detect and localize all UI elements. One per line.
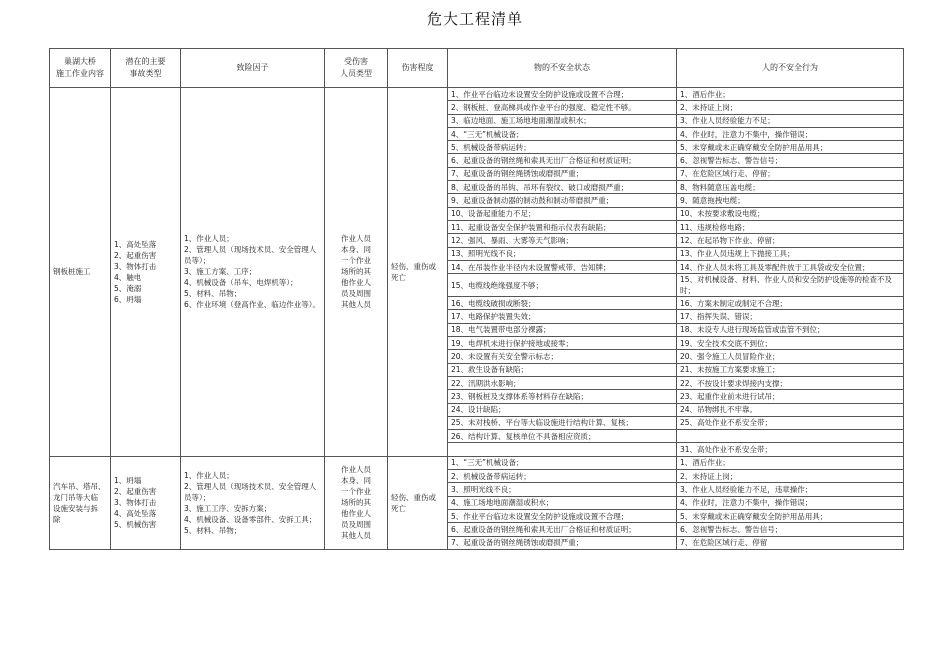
- unsafe-condition-item: 2、钢板桩、登高梯具或作业平台的强度、稳定性不够。: [448, 101, 677, 114]
- unsafe-behavior-item: 6、忽视警告标志、警告信号；: [677, 523, 904, 536]
- unsafe-behavior-item: 7、在危险区域行走、停留；: [677, 167, 904, 180]
- unsafe-condition-item: 6、起重设备的钢丝绳和索具无出厂合格证和材质证明；: [448, 523, 677, 536]
- injured-persons-cell: 作业人员 本身、同 一个作业 场所的其 他作业人 员及周围 其他人员: [325, 456, 388, 549]
- unsafe-behavior-item: 22、不按设计要求焊接内支撑；: [677, 376, 904, 389]
- severity-cell: 轻伤、重伤或 死亡: [388, 456, 448, 549]
- unsafe-behavior-item: 31、高处作业不系安全带；: [677, 443, 904, 456]
- unsafe-condition-item: 12、强风、暴雨、大雾等天气影响；: [448, 234, 677, 247]
- unsafe-behavior-item: 6、忽视警告标志、警告信号；: [677, 154, 904, 167]
- unsafe-condition-item: 9、起重设备制动器的制动鼓和制动带磨损严重；: [448, 194, 677, 207]
- unsafe-behavior-item: 14、作业人员未将工具及零配件放于工具袋或安全位置；: [677, 260, 904, 273]
- unsafe-condition-item: 13、照明光线不良；: [448, 247, 677, 260]
- unsafe-condition-item: 1、作业平台临边未设置安全防护设施或设置不合理；: [448, 88, 677, 101]
- unsafe-behavior-item: 19、安全技术交底不到位；: [677, 337, 904, 350]
- unsafe-condition-item: 11、起重设备安全保护装置和指示仪表有缺陷；: [448, 220, 677, 233]
- unsafe-condition-item: 20、未设置有关安全警示标志；: [448, 350, 677, 363]
- header-injured-persons: 受伤害 人员类型: [325, 49, 388, 88]
- unsafe-behavior-item: 23、起重作业前未进行试吊；: [677, 390, 904, 403]
- unsafe-behavior-item: 4、作业时，注意力不集中，操作错误；: [677, 127, 904, 140]
- work-content-cell: 钢板桩施工: [50, 88, 111, 457]
- table-header-row: [50, 49, 904, 88]
- unsafe-behavior-item: 8、物料随意压盖电缆；: [677, 181, 904, 194]
- unsafe-behavior-item: 12、在起吊物下作业、停留；: [677, 234, 904, 247]
- document-title: 危大工程清单: [426, 10, 523, 28]
- accident-type-cell: 1、坍塌 2、起重伤害 3、物体打击 4、高处坠落 5、机械伤害: [111, 456, 181, 549]
- unsafe-behavior-item: 5、未穿戴或未正确穿戴安全防护用品用具；: [677, 509, 904, 522]
- accident-type-cell: 1、高处坠落 2、起重伤害 3、物体打击 4、触电 5、淹溺 6、坍塌: [111, 88, 181, 457]
- unsafe-condition-item: 4、施工场地地面潮湿或积水；: [448, 496, 677, 509]
- unsafe-behavior-item: 2、未持证上岗；: [677, 101, 904, 114]
- injured-persons-cell: 作业人员 本身、同 一个作业 场所的其 他作业人 员及周围 其他人员: [325, 88, 388, 457]
- header-unsafe-conditions: 物的不安全状态: [448, 49, 677, 88]
- table-row: [50, 456, 904, 469]
- unsafe-condition-item: 26、结构计算、复核单位不具备相应资质；: [448, 430, 677, 443]
- unsafe-behavior-item: 10、未按要求敷设电缆；: [677, 207, 904, 220]
- unsafe-behavior-item: 11、违规检修电路；: [677, 220, 904, 233]
- unsafe-condition-item: 24、设计缺陷；: [448, 403, 677, 416]
- unsafe-condition-item: 15、电缆线绝缘强度不够；: [448, 274, 677, 297]
- unsafe-condition-item: 7、起重设备的钢丝绳锈蚀或磨损严重；: [448, 167, 677, 180]
- unsafe-behavior-item: 3、作业人员经验能力不足；: [677, 114, 904, 127]
- unsafe-condition-item: 5、作业平台临边未设置安全防护设施或设置不合理；: [448, 509, 677, 522]
- work-content-cell: 汽车吊、塔吊、 龙门吊等大临 设施安装与拆 除: [50, 456, 111, 549]
- unsafe-behavior-item: 3、作业人员经验能力不足，违章操作；: [677, 483, 904, 496]
- unsafe-behavior-item: 9、随意拖拽电缆；: [677, 194, 904, 207]
- unsafe-condition-item: 3、照明光线不良；: [448, 483, 677, 496]
- unsafe-behavior-item: 7、在危险区域行走、停留: [677, 536, 904, 549]
- header-accident-type: 潜在的主要 事故类型: [111, 49, 181, 88]
- header-severity: 伤害程度: [388, 49, 448, 88]
- unsafe-condition-item: 23、钢板桩及支撑体系等材料存在缺陷；: [448, 390, 677, 403]
- unsafe-behavior-item: 17、指挥失误、错误；: [677, 310, 904, 323]
- header-risk-factors: 致险因子: [181, 49, 325, 88]
- unsafe-behavior-item: 18、未设专人进行现场监管或监管不到位；: [677, 323, 904, 336]
- unsafe-behavior-item: 21、未按施工方案要求施工；: [677, 363, 904, 376]
- unsafe-condition-item: 22、汛期洪水影响；: [448, 376, 677, 389]
- unsafe-behavior-item: [677, 430, 904, 443]
- unsafe-behavior-item: 1、酒后作业；: [677, 88, 904, 101]
- header-work-content: 巢湖大桥 施工作业内容: [50, 49, 111, 88]
- unsafe-condition-item: 21、救生设备有缺陷；: [448, 363, 677, 376]
- unsafe-behavior-item: 1、酒后作业；: [677, 456, 904, 469]
- unsafe-condition-item: 3、临边地面、施工场地地面潮湿或积水；: [448, 114, 677, 127]
- unsafe-condition-item: 17、电路保护装置失效；: [448, 310, 677, 323]
- unsafe-condition-item: 16、电缆线破损或断裂；: [448, 297, 677, 310]
- hazard-table: [49, 48, 904, 550]
- unsafe-behavior-item: 2、未持证上岗；: [677, 470, 904, 483]
- unsafe-condition-item: 5、机械设备带病运转；: [448, 141, 677, 154]
- unsafe-condition-item: 25、未对栈桥、平台等大临设施进行结构计算、复核；: [448, 416, 677, 429]
- unsafe-behavior-item: 13、作业人员违规上下抛接工具；: [677, 247, 904, 260]
- unsafe-behavior-item: 25、高处作业不系安全带；: [677, 416, 904, 429]
- risk-factors-cell: 1、作业人员； 2、管理人员（现场技术员、安全管理人员等）； 3、施工工序、安拆方案； 4、机械设备、设备零部件、安拆工具； 5、材料、吊物；: [181, 456, 325, 549]
- unsafe-behavior-item: 16、方案未制定或制定不合理；: [677, 297, 904, 310]
- unsafe-behavior-item: 20、强令施工人员冒险作业；: [677, 350, 904, 363]
- unsafe-condition-item: 4、“三无”机械设备；: [448, 127, 677, 140]
- unsafe-behavior-item: 5、未穿戴或未正确穿戴安全防护用品用具；: [677, 141, 904, 154]
- risk-factors-cell: 1、作业人员； 2、管理人员（现场技术员、安全管理人员等）； 3、施工方案、工序； 4、机械设备（吊车、电焊机等）； 5、材料、吊物； 6、作业环境（登高作业、临边作业等）。: [181, 88, 325, 457]
- unsafe-condition-item: 1、“三无”机械设备；: [448, 456, 677, 469]
- unsafe-behavior-item: 4、作业时，注意力不集中，操作错误；: [677, 496, 904, 509]
- severity-cell: 轻伤、重伤或 死亡: [388, 88, 448, 457]
- unsafe-behavior-item: 24、吊物绑扎不牢靠。: [677, 403, 904, 416]
- unsafe-condition-item: 7、起重设备的钢丝绳锈蚀或磨损严重；: [448, 536, 677, 549]
- unsafe-condition-item: 6、起重设备的钢丝绳和索具无出厂合格证和材质证明；: [448, 154, 677, 167]
- header-unsafe-behaviors: 人的不安全行为: [677, 49, 904, 88]
- unsafe-condition-item: 2、机械设备带病运转；: [448, 470, 677, 483]
- unsafe-behavior-item: 15、对机械设备、材料、作业人员和安全防护设施等的检查不及时；: [677, 274, 904, 297]
- unsafe-condition-item: 14、在吊装作业半径内未设置警戒带、告知牌；: [448, 260, 677, 273]
- unsafe-condition-item: 8、起重设备的吊钩、吊环有裂纹、破口或磨损严重；: [448, 181, 677, 194]
- unsafe-condition-item: 18、电气装置带电部分裸露；: [448, 323, 677, 336]
- table-body: [50, 88, 904, 550]
- unsafe-condition-item: 19、电焊机未进行保护接地或接零；: [448, 337, 677, 350]
- unsafe-condition-item: 10、设备起重能力不足；: [448, 207, 677, 220]
- table-row: [50, 88, 904, 101]
- unsafe-condition-item: [448, 443, 677, 456]
